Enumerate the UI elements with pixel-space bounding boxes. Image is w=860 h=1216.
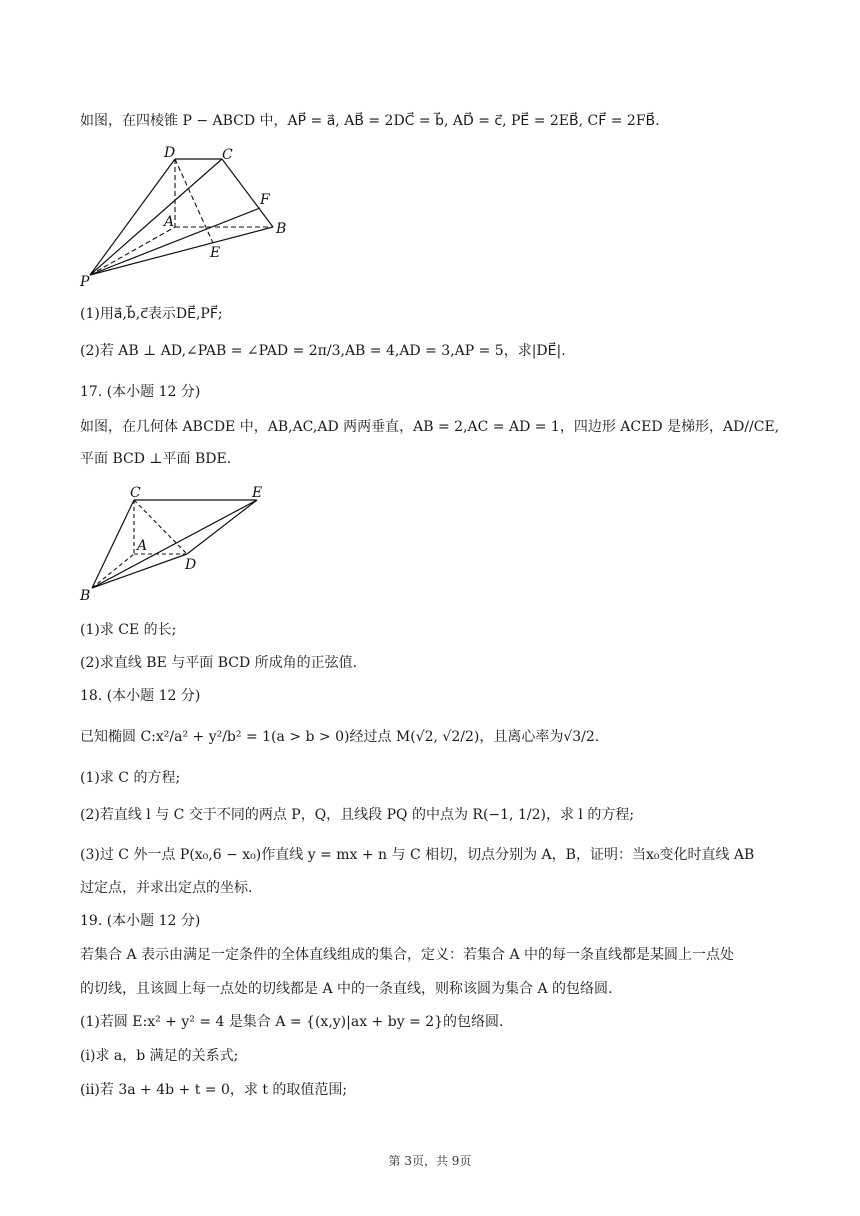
label-E: E (210, 245, 221, 261)
problem18-intro: 已知椭圆 C:x²/a² + y²/b² = 1(a > b > 0)经过点 M(√2, √2/2)，且离心率为√3/2. (80, 729, 600, 745)
problem18-q2: (2)若直线 l 与 C 交于不同的两点 P，Q，且线段 PQ 的中点为 R(−1, 1/2)，求 l 的方程; (80, 807, 635, 823)
problem18-q1: (1)求 C 的方程; (80, 770, 181, 786)
edge-PA-hidden (90, 227, 175, 275)
problem19-intro-line2: 的切线，且该圆上每一点处的切线都是 A 中的一条直线，则称该圆为集合 A 的包络圆. (80, 981, 613, 997)
label-D: D (164, 145, 176, 161)
label-C: C (130, 485, 141, 501)
edge-BE (92, 500, 257, 588)
problem18-q3-line2: 过定点，并求出定点的坐标. (80, 880, 253, 896)
problem17-q1: (1)求 CE 的长; (80, 622, 177, 638)
problem16-intro: 如图，在四棱锥 P − ABCD 中，AP⃗ = a⃗, AB⃗ = 2DC⃗ = b⃗, AD⃗ = c⃗, PE⃗ = 2EB⃗, CF⃗ = 2FB⃗. (80, 113, 660, 129)
problem19-qii: (ii)若 3a + 4b + t = 0，求 t 的取值范围; (80, 1082, 348, 1098)
label-A: A (164, 214, 175, 230)
label-C: C (222, 147, 233, 163)
label-F: F (260, 192, 270, 208)
label-P: P (80, 274, 90, 290)
problem16-q1: (1)用a⃗,b⃗,c⃗表示DE⃗,PF⃗; (80, 306, 223, 322)
edge-PD (90, 159, 175, 275)
problem17-intro-line1: 如图，在几何体 ABCDE 中，AB,AC,AD 两两垂直，AB = 2,AC = AD = 1，四边形 ACED 是梯形，AD//CE, (80, 419, 780, 435)
problem17-q2: (2)求直线 BE 与平面 BCD 所成角的正弦值. (80, 655, 358, 671)
problem16-q2: (2)若 AB ⊥ AD,∠PAB = ∠PAD = 2π/3,AB = 4,AD = 3,AP = 5，求|DE⃗|. (80, 343, 566, 359)
label-D: D (185, 557, 197, 573)
label-B: B (276, 221, 287, 237)
edge-AB-hidden (92, 554, 134, 588)
label-E: E (252, 485, 263, 501)
problem17-header: 17. (本小题 12 分) (80, 384, 201, 400)
label-A: A (137, 538, 148, 554)
label-B: B (80, 588, 91, 604)
edge-ED (187, 500, 257, 554)
problem19-intro-line1: 若集合 A 表示由满足一定条件的全体直线组成的集合，定义：若集合 A 中的每一条直线都是某圆上一点处 (80, 947, 735, 963)
problem19-qi: (i)求 a，b 满足的关系式; (80, 1048, 239, 1064)
problem19-q1: (1)若圆 E:x² + y² = 4 是集合 A = {(x,y)|ax + by = 2}的包络圆. (80, 1014, 504, 1030)
solid-figure (76, 482, 276, 604)
pyramid-figure (78, 142, 300, 290)
problem18-header: 18. (本小题 12 分) (80, 688, 201, 704)
page-footer: 第 3页，共 9页 (388, 1154, 472, 1168)
problem17-intro-line2: 平面 BCD ⊥平面 BDE. (80, 451, 232, 467)
problem19-header: 19. (本小题 12 分) (80, 913, 201, 929)
problem18-q3-line1: (3)过 C 外一点 P(x₀,6 − x₀)作直线 y = mx + n 与 C 相切，切点分别为 A，B，证明：当x₀变化时直线 AB (80, 847, 755, 863)
